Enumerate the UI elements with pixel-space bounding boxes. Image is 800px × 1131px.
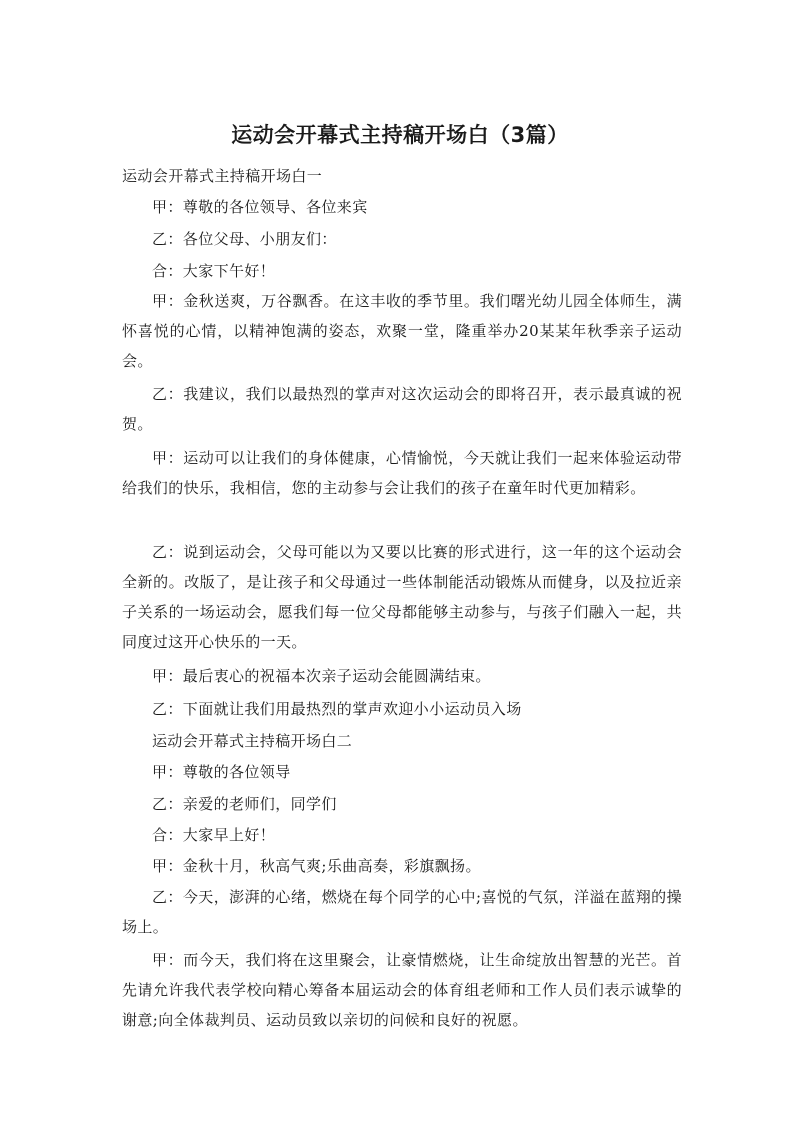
paragraph: 乙：亲爱的老师们，同学们	[152, 795, 337, 813]
paragraph: 乙：下面就让我们用最热烈的掌声欢迎小小运动员入场	[152, 700, 522, 718]
paragraph: 乙：今天，澎湃的心绪，燃烧在每个同学的心中;喜悦的气氛，洋溢在蓝翔的操场上。	[122, 888, 682, 936]
paragraph: 甲：尊敬的各位领导	[152, 763, 291, 781]
paragraph: 甲：运动可以让我们的身体健康，心情愉悦，今天就让我们一起来体验运动带给我们的快乐，我相信，您的主动参与会让我们的孩子在童年时代更加精彩。	[122, 449, 682, 497]
paragraph: 乙：我建议，我们以最热烈的掌声对这次运动会的即将召开，表示最真诚的祝贺。	[122, 385, 682, 433]
document-title: 运动会开幕式主持稿开场白（3篇）	[231, 123, 569, 147]
paragraph: 合：大家下午好！	[152, 262, 276, 280]
paragraph: 乙：各位父母、小朋友们：	[152, 230, 337, 248]
paragraph: 乙：说到运动会，父母可能以为又要以比赛的形式进行，这一年的这个运动会全新的。改版了，是让孩子和父母通过一些体制能活动锻炼从而健身，以及拉近亲子关系的一场运动会，愿我们每一位父母都能够主动参与，与孩子们融入一起，共同度过这开心快乐的一天。	[122, 543, 682, 651]
paragraph: 甲：金秋十月，秋高气爽;乐曲高奏，彩旗飘扬。	[152, 857, 481, 875]
paragraph: 甲：而今天，我们将在这里聚会，让豪情燃烧，让生命绽放出智慧的光芒。首先请允许我代表学校向精心筹备本届运动会的体育组老师和工作人员们表示诚挚的谢意;向全体裁判员、运动员致以亲切的问候和良好的祝愿。	[122, 951, 682, 1029]
paragraph: 甲：最后衷心的祝福本次亲子运动会能圆满结束。	[152, 667, 491, 685]
section-heading-2: 运动会开幕式主持稿开场白二	[152, 732, 353, 750]
section-heading-1: 运动会开幕式主持稿开场白一	[122, 167, 323, 185]
paragraph: 甲：金秋送爽，万谷飘香。在这丰收的季节里。我们曙光幼儿园全体师生，满怀喜悦的心情，以精神饱满的姿态，欢聚一堂，隆重举办20某某年秋季亲子运动会。	[122, 292, 682, 370]
paragraph: 甲：尊敬的各位领导、各位来宾	[152, 198, 368, 216]
paragraph: 合：大家早上好！	[152, 826, 276, 844]
